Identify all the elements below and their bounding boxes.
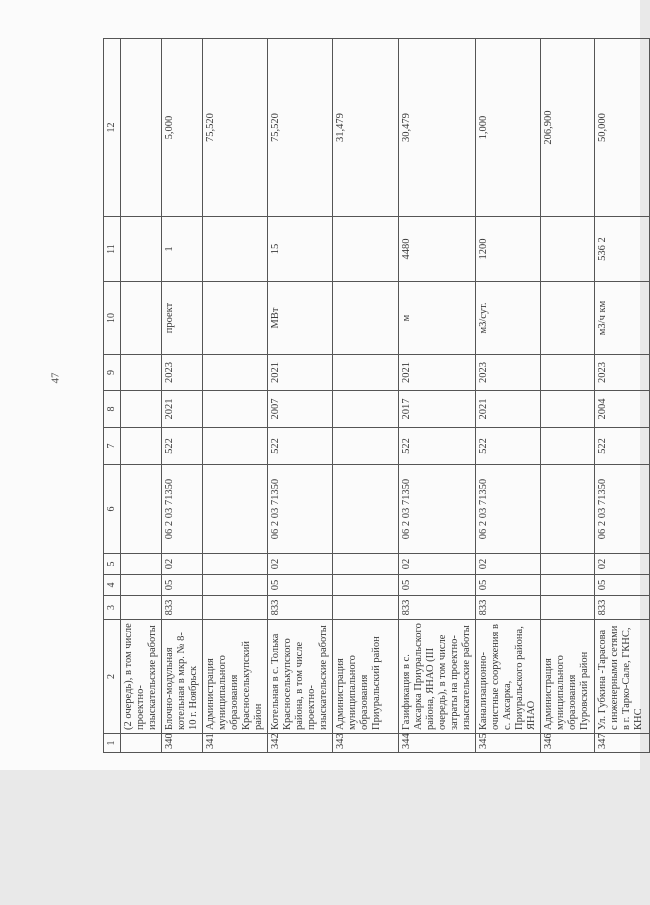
cell-col5 [203, 554, 268, 575]
cell-col6: 06 2 03 71350 [595, 465, 650, 554]
row-name: (2 очередь), в том числе проектно-изыскательские работы [121, 620, 162, 734]
cell-col7 [203, 428, 268, 465]
row-number: 342 [268, 734, 333, 753]
data-table [103, 38, 650, 753]
cell-col4: 05 [399, 575, 476, 596]
cell-col7: 522 [595, 428, 650, 465]
row-number: 345 [476, 734, 541, 753]
header-cell: 5 [104, 554, 121, 575]
cell-col5: 02 [476, 554, 541, 575]
cell-col4 [541, 575, 595, 596]
cell-col3 [541, 596, 595, 620]
cell-col4 [121, 575, 162, 596]
row-name: Администрация муниципального образования Пуровский район [541, 620, 595, 734]
table-row [121, 39, 162, 753]
cell-col3: 833 [162, 596, 203, 620]
cell-col4: 05 [476, 575, 541, 596]
cell-col8: 2007 [268, 391, 333, 428]
cell-col7 [121, 428, 162, 465]
cell-col6: 06 2 03 71350 [162, 465, 203, 554]
table-row [476, 39, 541, 753]
cell-col12: 75,520 [268, 39, 333, 217]
cell-col4: 05 [162, 575, 203, 596]
cell-col10: м [399, 282, 476, 355]
cell-col5 [541, 554, 595, 575]
cell-col5: 02 [162, 554, 203, 575]
cell-col11 [203, 217, 268, 282]
cell-col6 [333, 465, 399, 554]
cell-col3 [121, 596, 162, 620]
cell-col5: 02 [399, 554, 476, 575]
header-cell: 2 [104, 620, 121, 734]
table-row [203, 39, 268, 753]
row-number: 341 [203, 734, 268, 753]
table-row [541, 39, 595, 753]
cell-col10: МВт [268, 282, 333, 355]
row-name: Котельная в с. Толька Красноселькупского района, в том числе проектно-изыскательские работы [268, 620, 333, 734]
cell-col8 [203, 391, 268, 428]
cell-col6 [121, 465, 162, 554]
row-name: Канализационно-очистные сооружения в с. Аксарка, Приуральского района, ЯНАО [476, 620, 541, 734]
cell-col3: 833 [476, 596, 541, 620]
header-cell: 11 [104, 217, 121, 282]
cell-col5: 02 [595, 554, 650, 575]
cell-col3 [203, 596, 268, 620]
cell-col11: 4480 [399, 217, 476, 282]
cell-col8: 2004 [595, 391, 650, 428]
row-name: Газификация в с. Аксарка Приуральского района, ЯНАО (III очередь), в том числе затраты на проектно-изыскательские работы [399, 620, 476, 734]
cell-col9: 2023 [595, 355, 650, 391]
cell-col3: 833 [268, 596, 333, 620]
cell-col11 [541, 217, 595, 282]
cell-col8: 2017 [399, 391, 476, 428]
cell-col11 [121, 217, 162, 282]
header-cell: 4 [104, 575, 121, 596]
cell-col9 [203, 355, 268, 391]
cell-col7 [541, 428, 595, 465]
header-cell: 9 [104, 355, 121, 391]
cell-col6 [541, 465, 595, 554]
table-row [162, 39, 203, 753]
rotated-table-container [103, 38, 644, 753]
row-name: Ул. Губкина -Тарасова с инженерными сетями в г. Тарко-Сале, ГКНС, КНС [595, 620, 650, 734]
cell-col5: 02 [268, 554, 333, 575]
table-row [595, 39, 650, 753]
row-name: Администрация муниципального образования Приуральский район [333, 620, 399, 734]
header-cell: 3 [104, 596, 121, 620]
cell-col12: 206,900 [541, 39, 595, 217]
cell-col3: 833 [595, 596, 650, 620]
cell-col12: 50,000 [595, 39, 650, 217]
cell-col9: 2023 [476, 355, 541, 391]
cell-col10: м3/сут. [476, 282, 541, 355]
table-row [333, 39, 399, 753]
cell-col8 [333, 391, 399, 428]
cell-col6 [203, 465, 268, 554]
header-cell: 1 [104, 734, 121, 753]
cell-col3 [333, 596, 399, 620]
cell-col4: 05 [268, 575, 333, 596]
cell-col9 [541, 355, 595, 391]
cell-col6: 06 2 03 71350 [399, 465, 476, 554]
header-cell: 7 [104, 428, 121, 465]
cell-col10: м3/ч км [595, 282, 650, 355]
cell-col9 [333, 355, 399, 391]
cell-col11: 1200 [476, 217, 541, 282]
cell-col9: 2021 [268, 355, 333, 391]
cell-col8 [541, 391, 595, 428]
cell-col10 [203, 282, 268, 355]
row-number: 347 [595, 734, 650, 753]
row-number: 340 [162, 734, 203, 753]
row-number: 343 [333, 734, 399, 753]
cell-col4: 05 [595, 575, 650, 596]
cell-col12: 31,479 [333, 39, 399, 217]
cell-col7: 522 [162, 428, 203, 465]
row-name: Блочно-модульная котельная в мкр. № 8-10 г. Ноябрьск [162, 620, 203, 734]
page-number: 47 [49, 372, 62, 384]
cell-col10 [121, 282, 162, 355]
header-cell: 6 [104, 465, 121, 554]
row-number: 344 [399, 734, 476, 753]
cell-col12: 1,000 [476, 39, 541, 217]
row-name: Администрация муниципального образования Красноселькупский район [203, 620, 268, 734]
cell-col12: 30,479 [399, 39, 476, 217]
table-row [399, 39, 476, 753]
cell-col9: 2023 [162, 355, 203, 391]
cell-col8: 2021 [476, 391, 541, 428]
cell-col5 [121, 554, 162, 575]
cell-col11 [333, 217, 399, 282]
cell-col7 [333, 428, 399, 465]
table-row [268, 39, 333, 753]
cell-col7: 522 [399, 428, 476, 465]
cell-col10: проект [162, 282, 203, 355]
cell-col10 [541, 282, 595, 355]
cell-col4 [203, 575, 268, 596]
cell-col11: 536 2 [595, 217, 650, 282]
cell-col6: 06 2 03 71350 [268, 465, 333, 554]
header-row [104, 39, 121, 753]
cell-col6: 06 2 03 71350 [476, 465, 541, 554]
cell-col11: 15 [268, 217, 333, 282]
cell-col7: 522 [476, 428, 541, 465]
header-cell: 8 [104, 391, 121, 428]
row-number [121, 734, 162, 753]
cell-col3: 833 [399, 596, 476, 620]
cell-col12: 5,000 [162, 39, 203, 217]
cell-col8 [121, 391, 162, 428]
row-number: 346 [541, 734, 595, 753]
cell-col11: 1 [162, 217, 203, 282]
cell-col12 [121, 39, 162, 217]
cell-col9 [121, 355, 162, 391]
cell-col8: 2021 [162, 391, 203, 428]
cell-col4 [333, 575, 399, 596]
header-cell: 10 [104, 282, 121, 355]
header-cell: 12 [104, 39, 121, 217]
cell-col10 [333, 282, 399, 355]
cell-col5 [333, 554, 399, 575]
cell-col12: 75,520 [203, 39, 268, 217]
cell-col7: 522 [268, 428, 333, 465]
cell-col9: 2021 [399, 355, 476, 391]
